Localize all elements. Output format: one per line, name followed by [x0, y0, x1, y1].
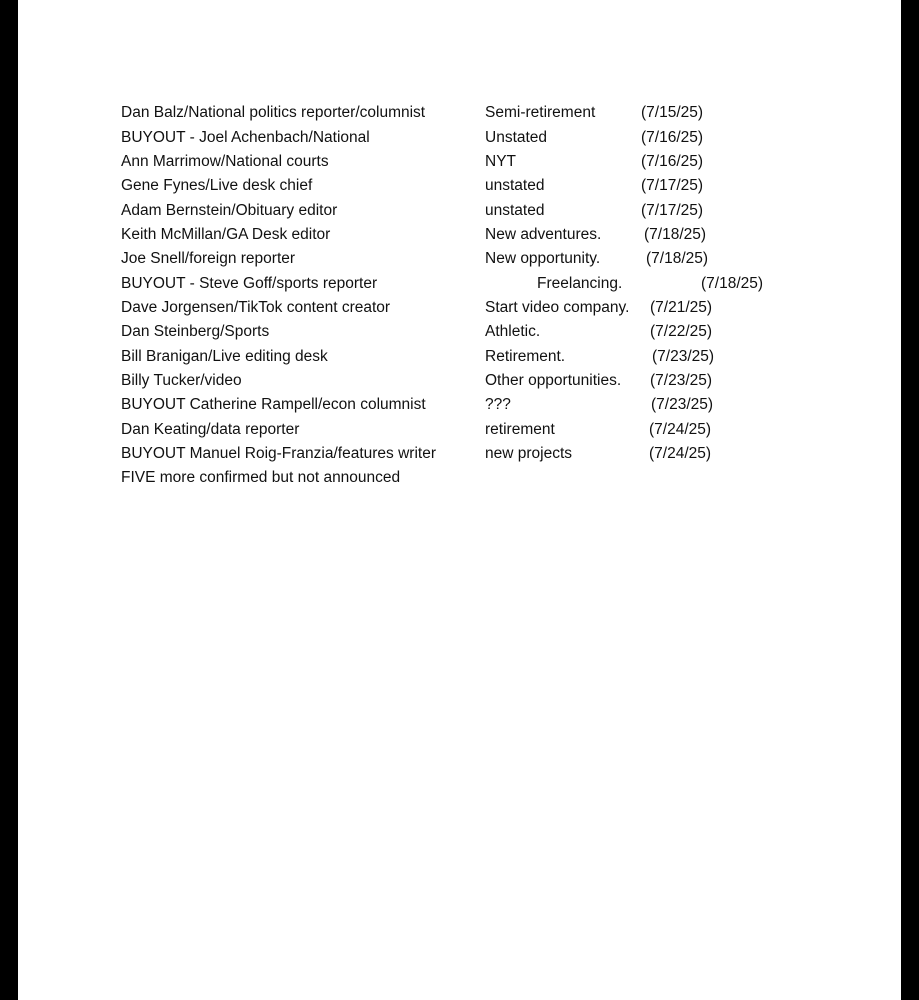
departure-date: (7/17/25) — [641, 202, 704, 219]
list-item — [18, 418, 901, 442]
departure-reason: NYT — [485, 153, 516, 170]
departure-date: (7/18/25) — [644, 226, 707, 243]
staff-name: Keith McMillan/GA Desk editor — [121, 226, 331, 243]
list-item — [18, 223, 901, 247]
departure-reason: new projects — [485, 445, 573, 462]
departure-date: (7/18/25) — [701, 275, 764, 292]
departure-reason: unstated — [485, 177, 545, 194]
staff-name: Dan Keating/data reporter — [121, 421, 300, 438]
staff-name: Ann Marrimow/National courts — [121, 153, 329, 170]
departure-reason: retirement — [485, 421, 555, 438]
staff-name: BUYOUT Manuel Roig-Franzia/features writer — [121, 445, 436, 462]
departure-reason: Athletic. — [485, 323, 541, 340]
staff-name: BUYOUT - Steve Goff/sports reporter — [121, 275, 378, 292]
list-item — [18, 247, 901, 271]
list-item — [18, 272, 901, 296]
staff-name: Gene Fynes/Live desk chief — [121, 177, 313, 194]
departure-date: (7/24/25) — [649, 421, 712, 438]
list-item — [18, 199, 901, 223]
departure-date: (7/15/25) — [641, 104, 704, 121]
departure-date: (7/21/25) — [650, 299, 713, 316]
departure-date: (7/23/25) — [652, 348, 715, 365]
list-item — [18, 345, 901, 369]
staff-name: BUYOUT Catherine Rampell/econ columnist — [121, 396, 426, 413]
departure-date: (7/23/25) — [651, 396, 714, 413]
list-item — [18, 150, 901, 174]
list-item — [18, 369, 901, 393]
list-item — [18, 174, 901, 198]
list-item — [18, 101, 901, 125]
departure-reason: Retirement. — [485, 348, 566, 365]
departure-reason: unstated — [485, 202, 545, 219]
staff-name: Joe Snell/foreign reporter — [121, 250, 296, 267]
departure-reason: Unstated — [485, 129, 548, 146]
list-item — [18, 442, 901, 466]
list-item — [18, 296, 901, 320]
staff-name: Dan Balz/National politics reporter/columnist — [121, 104, 426, 121]
staff-name: Bill Branigan/Live editing desk — [121, 348, 328, 365]
departure-date: (7/16/25) — [641, 129, 704, 146]
departure-reason: Other opportunities. — [485, 372, 622, 389]
departure-reason: Semi-retirement — [485, 104, 596, 121]
list-item — [18, 393, 901, 417]
departure-reason: New opportunity. — [485, 250, 601, 267]
departure-date: (7/22/25) — [650, 323, 713, 340]
staff-name: Dan Steinberg/Sports — [121, 323, 270, 340]
departure-date: (7/17/25) — [641, 177, 704, 194]
footer-note-row — [18, 466, 901, 490]
staff-name: Dave Jorgensen/TikTok content creator — [121, 299, 391, 316]
document-page — [18, 0, 901, 1000]
list-item — [18, 320, 901, 344]
departure-date: (7/23/25) — [650, 372, 713, 389]
departure-date: (7/24/25) — [649, 445, 712, 462]
departure-date: (7/16/25) — [641, 153, 704, 170]
departure-date: (7/18/25) — [646, 250, 709, 267]
footer-note: FIVE more confirmed but not announced — [121, 469, 401, 486]
departure-reason: Start video company. — [485, 299, 630, 316]
staff-name: Adam Bernstein/Obituary editor — [121, 202, 338, 219]
staff-name: BUYOUT - Joel Achenbach/National — [121, 129, 370, 146]
departure-reason: New adventures. — [485, 226, 602, 243]
list-item — [18, 126, 901, 150]
staff-name: Billy Tucker/video — [121, 372, 242, 389]
departure-reason: Freelancing. — [537, 275, 623, 292]
departure-reason: ??? — [485, 396, 511, 413]
